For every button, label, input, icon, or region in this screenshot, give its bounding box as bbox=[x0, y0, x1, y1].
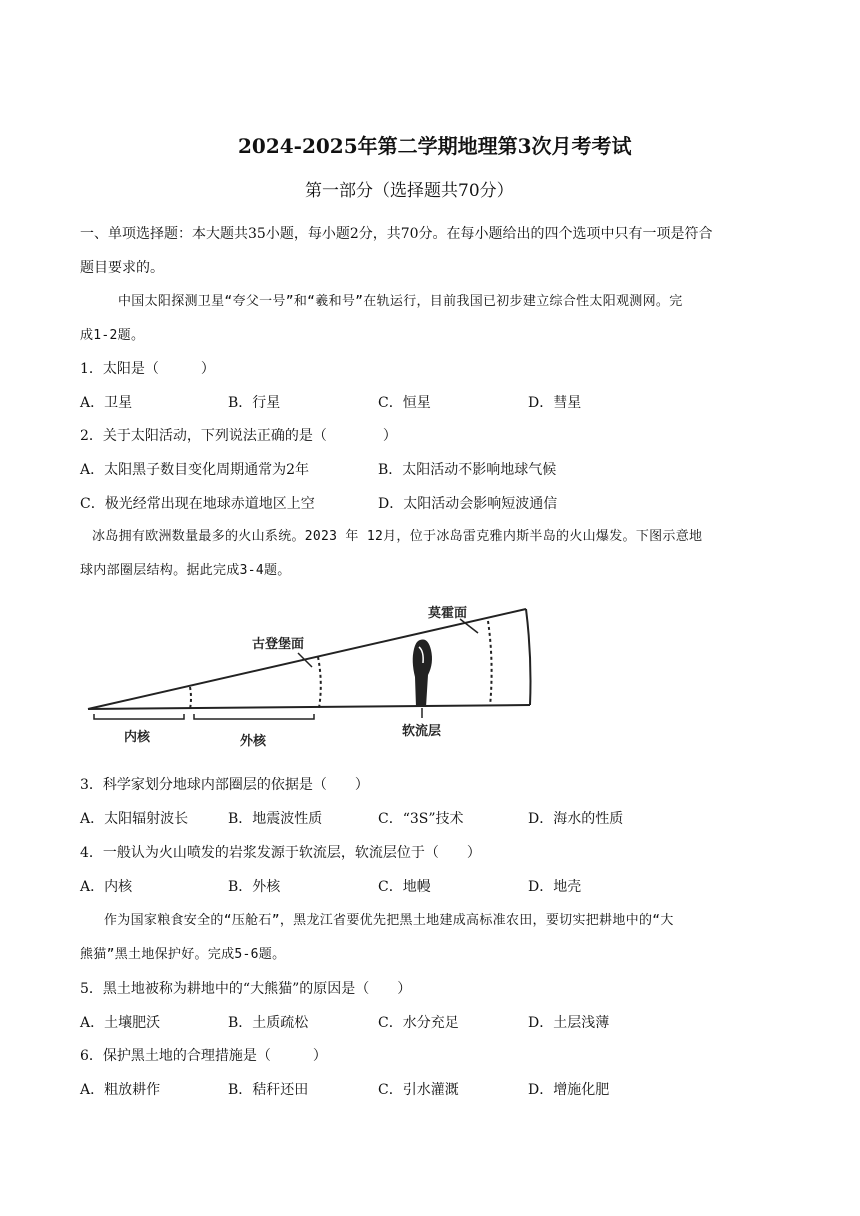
option-a: A．内核 bbox=[80, 879, 133, 895]
option-d: D．海水的性质 bbox=[528, 811, 624, 827]
question-stem: 6．保护黑土地的合理措施是（ ） bbox=[80, 1048, 327, 1064]
question-stem: 5．黑土地被称为耕地中的“大熊猫”的原因是（ ） bbox=[80, 981, 412, 997]
option-b: B．土质疏松 bbox=[228, 1015, 309, 1031]
option-d: D．彗星 bbox=[528, 395, 582, 411]
option-c: C．引水灌溉 bbox=[378, 1082, 459, 1098]
option-b: B．行星 bbox=[228, 395, 281, 411]
option-c: C．极光经常出现在地球赤道地区上空 bbox=[80, 496, 315, 512]
section-subtitle: 第一部分（选择题共70分） bbox=[305, 181, 514, 201]
label-inner-core: 内核 bbox=[124, 730, 151, 745]
option-b: B．太阳活动不影响地球气候 bbox=[378, 462, 557, 478]
question-stem: 2．关于太阳活动，下列说法正确的是（ ） bbox=[80, 428, 397, 444]
passage-text: 成1-2题。 bbox=[80, 328, 145, 343]
option-d: D．增施化肥 bbox=[528, 1082, 610, 1098]
option-a: A．土壤肥沃 bbox=[80, 1015, 161, 1031]
option-c: C．水分充足 bbox=[378, 1015, 459, 1031]
question-stem: 1．太阳是（ ） bbox=[80, 361, 215, 377]
option-a: A．卫星 bbox=[80, 395, 133, 411]
passage-text: 冰岛拥有欧洲数量最多的火山系统。2023 年 12月，位于冰岛雷克雅内斯半岛的火山爆发。下图示意地 bbox=[92, 529, 703, 544]
label-outer-core: 外核 bbox=[240, 734, 267, 749]
option-a: A．太阳辐射波长 bbox=[80, 811, 189, 827]
option-d: D．土层浅薄 bbox=[528, 1015, 610, 1031]
question-stem: 4．一般认为火山喷发的岩浆发源于软流层，软流层位于（ ） bbox=[80, 845, 481, 861]
instruction-text: 一、单项选择题：本大题共35小题，每小题2分，共70分。在每小题给出的四个选项中只有一项是符合 bbox=[80, 226, 713, 242]
passage-text: 熊猫”黑土地保护好。完成5-6题。 bbox=[80, 947, 286, 962]
option-c: C．地幔 bbox=[378, 879, 431, 895]
label-asthenosphere: 软流层 bbox=[402, 724, 442, 739]
asthenosphere-mark bbox=[413, 639, 432, 707]
question-stem: 3．科学家划分地球内部圈层的依据是（ ） bbox=[80, 777, 369, 793]
option-c: C．恒星 bbox=[378, 395, 431, 411]
passage-text: 作为国家粮食安全的“压舱石”，黑龙江省要优先把黑土地建成高标准农田，要切实把耕地中的“大 bbox=[104, 913, 674, 928]
option-d: D．太阳活动会影响短波通信 bbox=[378, 496, 558, 512]
label-gutenberg: 古登堡面 bbox=[252, 637, 305, 652]
option-b: B．地震波性质 bbox=[228, 811, 323, 827]
instruction-text: 题目要求的。 bbox=[80, 260, 164, 276]
option-d: D．地壳 bbox=[528, 879, 582, 895]
option-b: B．外核 bbox=[228, 879, 281, 895]
earth-interior-diagram bbox=[80, 595, 540, 755]
passage-text: 球内部圈层结构。据此完成3-4题。 bbox=[80, 563, 291, 578]
label-moho: 莫霍面 bbox=[428, 606, 468, 621]
option-a: A．粗放耕作 bbox=[80, 1082, 161, 1098]
option-c: C．“3S”技术 bbox=[378, 811, 464, 827]
passage-text: 中国太阳探测卫星“夸父一号”和“羲和号”在轨运行，目前我国已初步建立综合性太阳观测网。完 bbox=[118, 294, 683, 309]
option-b: B．秸秆还田 bbox=[228, 1082, 309, 1098]
page-title: 2024-2025年第二学期地理第3次月考考试 bbox=[238, 134, 632, 158]
option-a: A．太阳黑子数目变化周期通常为2年 bbox=[80, 462, 310, 478]
